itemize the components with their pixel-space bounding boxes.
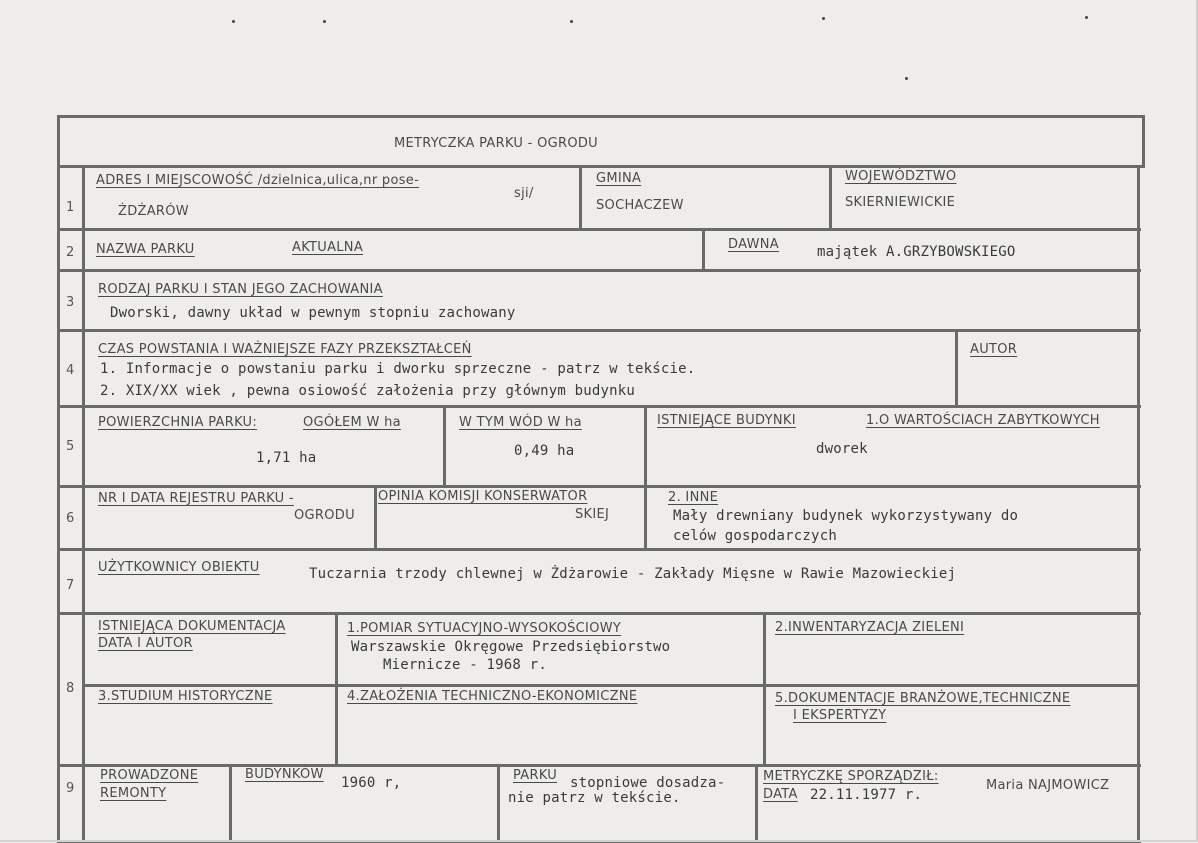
total-area-label: OGÓŁEM W ha: [303, 415, 401, 430]
rule-right-title: [1142, 115, 1145, 167]
register-label: NR I DATA REJESTRU PARKU -: [98, 491, 294, 506]
history-line-1: 1. Informacje o powstaniu parku i dworku sprzeczne - patrz w tekście.: [100, 361, 696, 377]
rule-left: [57, 115, 60, 842]
gmina-label: GMINA: [596, 171, 642, 186]
rule-r9-b: [497, 764, 500, 842]
rule-r6-b: [644, 485, 647, 550]
rule-row6-bottom: [57, 548, 1141, 551]
author-label: AUTOR: [970, 342, 1018, 357]
rule-row7-bottom: [57, 612, 1141, 615]
buildings-renovation-value: 1960 r,: [341, 775, 402, 791]
row-number: 2: [66, 245, 75, 260]
rule-row5-bottom: [57, 485, 1141, 488]
survey-label: 1.POMIAR SYTUACYJNO-WYSOKOŚCIOWY: [347, 621, 622, 636]
other-buildings-label: 2. INNE: [668, 490, 719, 505]
date-value: 22.11.1977 r.: [810, 787, 923, 803]
punch-dot: [905, 77, 908, 80]
punch-dot: [822, 17, 825, 20]
other-buildings-line-2: celów gospodarczych: [673, 528, 837, 544]
voivodeship-label: WOJEWÓDZTWO: [845, 169, 957, 184]
address-label: ADRES I MIEJSCOWOŚĆ /dzielnica,ulica,nr pose-: [96, 173, 420, 188]
water-area-value: 0,49 ha: [514, 443, 575, 459]
park-name-label: NAZWA PARKU: [96, 242, 195, 257]
history-label: CZAS POWSTANIA I WAŻNIEJSZE FAZY PRZEKSZTAŁCEŃ: [98, 342, 472, 357]
rule-row3-bottom: [57, 329, 1141, 332]
row-number: 6: [66, 511, 75, 526]
rule-top: [57, 115, 1145, 118]
rule-row2-bottom: [57, 269, 1141, 272]
punch-dot: [232, 20, 235, 23]
documentation-label: ISTNIEJĄCA DOKUMENTACJA: [98, 619, 286, 634]
prepared-by-value: Maria NAJMOWICZ: [986, 778, 1110, 793]
rule-r6-a: [374, 485, 377, 550]
row-number: 5: [66, 439, 75, 454]
address-value: ŻDŻARÓW: [118, 204, 189, 219]
conservator-opinion-label-cont: SKIEJ: [575, 507, 610, 522]
row-number: 8: [66, 681, 75, 696]
former-name-label: DAWNA: [728, 237, 779, 252]
rule-row4-bottom: [57, 405, 1141, 408]
users-label: UŻYTKOWNICY OBIEKTU: [98, 560, 260, 575]
rule-row1-bottom: [57, 228, 1141, 231]
rule-r1-b: [829, 165, 832, 230]
rule-r5-a: [443, 405, 446, 487]
gmina-value: SOCHACZEW: [596, 198, 684, 213]
historic-buildings-label: 1.O WARTOŚCIACH ZABYTKOWYCH: [866, 413, 1100, 428]
conservator-opinion-label: OPINIA KOMISJI KONSERWATOR: [378, 489, 588, 504]
survey-line-1: Warszawskie Okręgowe Przedsiębiorstwo: [351, 639, 671, 655]
branch-docs-label: 5.DOKUMENTACJE BRANŻOWE,TECHNICZNE: [775, 691, 1071, 706]
rule-row8-mid: [84, 684, 1140, 687]
branch-docs-label-cont: I EKSPERTYZY: [793, 708, 887, 723]
row-number: 9: [66, 781, 75, 796]
voivodeship-value: SKIERNIEWICKIE: [845, 195, 956, 210]
row-number: 1: [66, 200, 75, 215]
rule-row8-bottom: [57, 764, 1141, 767]
date-label: DATA: [763, 787, 798, 802]
rule-r9-c: [755, 764, 758, 842]
rule-r9-a: [229, 764, 232, 842]
prepared-by-label: METRYCZKĘ SPORZĄDZIŁ:: [763, 769, 939, 784]
historic-buildings-value: dworek: [816, 441, 868, 457]
rule-r8-b: [763, 612, 766, 766]
punch-dot: [323, 20, 326, 23]
park-renovation-label: PARKU: [513, 768, 558, 783]
historical-study-label: 3.STUDIUM HISTORYCZNE: [98, 689, 273, 704]
buildings-renovation-label: BUDYNKÓW: [245, 767, 324, 782]
register-label-cont: OGRODU: [294, 508, 355, 523]
water-area-label: W TYM WÓD W ha: [459, 415, 582, 430]
row-number: 3: [66, 295, 75, 310]
renovations-label: PROWADZONE: [100, 768, 199, 783]
other-buildings-line-1: Mały drewniany budynek wykorzystywany do: [673, 508, 1019, 524]
total-area-value: 1,71 ha: [256, 450, 317, 466]
current-name-label: AKTUALNA: [292, 240, 364, 255]
park-area-label: POWIERZCHNIA PARKU:: [98, 415, 258, 430]
rule-r2-a: [702, 228, 705, 271]
punch-dot: [1085, 16, 1088, 19]
row-number: 4: [66, 363, 75, 378]
history-line-2: 2. XIX/XX wiek , pewna osiowość założenia przy głównym budynku: [100, 383, 635, 399]
documentation-label-cont: DATA I AUTOR: [98, 636, 193, 651]
renovations-label-cont: REMONTY: [100, 786, 167, 801]
row-number: 7: [66, 578, 75, 593]
former-name-value: majątek A.GRZYBOWSKIEGO: [817, 244, 1016, 260]
park-renovation-line-2: nie patrz w tekście.: [508, 790, 681, 806]
page-title: METRYCZKA PARKU - OGRODU: [394, 136, 598, 151]
punch-dot: [570, 20, 573, 23]
rule-r4-a: [955, 329, 958, 407]
rule-r8-a: [335, 612, 338, 766]
survey-line-2: Miernicze - 1968 r.: [383, 657, 547, 673]
park-type-label: RODZAJ PARKU I STAN JEGO ZACHOWANIA: [98, 282, 383, 297]
address-label-cont: sji/: [514, 186, 534, 201]
existing-buildings-label: ISTNIEJĄCE BUDYNKI: [657, 413, 796, 428]
rule-r5-b: [644, 405, 647, 487]
rule-r1-a: [579, 165, 582, 230]
users-value: Tuczarnia trzody chlewnej w Żdżarowie - Zakłady Mięsne w Rawie Mazowieckiej: [309, 566, 957, 582]
greenery-inventory-label: 2.INWENTARYZACJA ZIELENI: [775, 620, 965, 635]
rule-right: [1137, 165, 1140, 842]
park-type-value: Dworski, dawny układ w pewnym stopniu zachowany: [110, 305, 516, 321]
technical-assumptions-label: 4.ZAŁOŻENIA TECHNICZNO-EKONOMICZNE: [347, 689, 638, 704]
rule-number-col: [82, 165, 85, 842]
rule-title-bottom: [57, 165, 1145, 168]
park-renovation-line-1: stopniowe dosadza-: [570, 775, 726, 791]
